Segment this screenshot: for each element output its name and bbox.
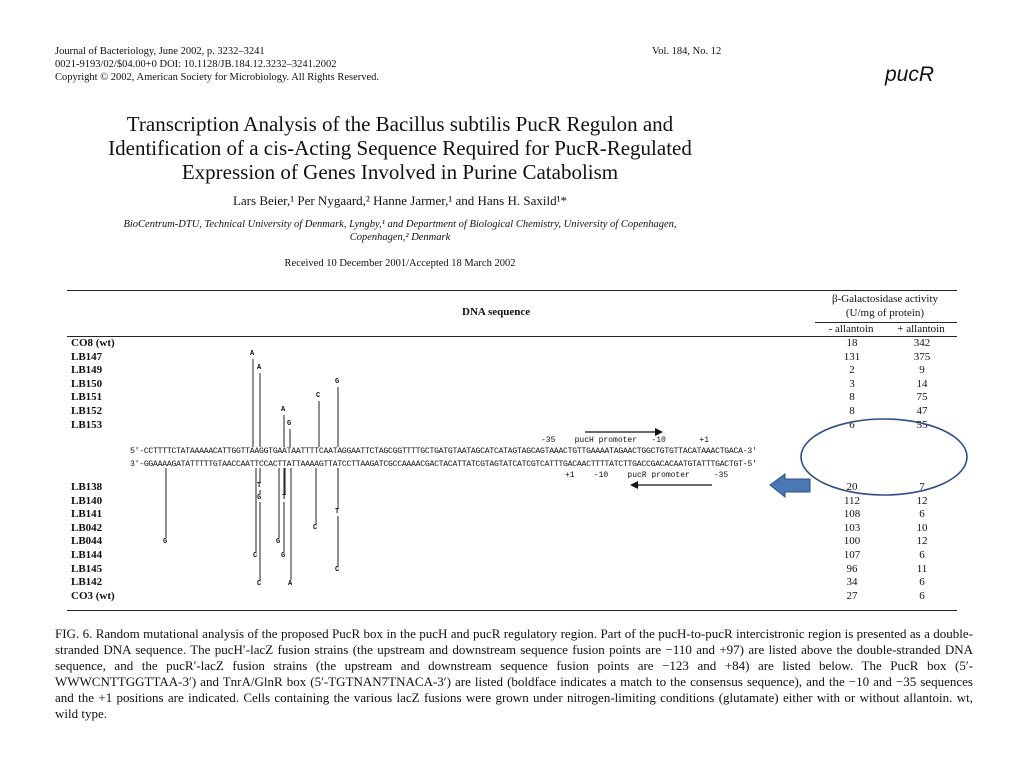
pucR-promoter-annotation: +1 -10 pucR promoter -35	[565, 471, 729, 480]
mutation-letter: G	[281, 552, 286, 560]
strain-label: LB147	[71, 350, 103, 363]
slide-label: pucR	[885, 63, 935, 86]
mutation-letter: G	[257, 494, 262, 502]
activity-minus-value: 18	[846, 337, 858, 349]
strain-label: LB144	[71, 549, 103, 561]
strain-label: CO3 (wt)	[71, 589, 115, 602]
activity-plus-value: 12	[916, 535, 928, 548]
mutation-letter: A	[250, 350, 255, 358]
affiliation-line-1: BioCentrum-DTU, Technical University of Denmark, Lyngby,¹ and Department of Biological Chemistry, University of Copenhagen,	[123, 219, 677, 230]
journal-citation: Journal of Bacteriology, June 2002, p. 3232–3241	[55, 46, 265, 57]
mutation-letter: T	[335, 508, 340, 516]
activity-minus-value: 107	[843, 549, 861, 561]
activity-plus-value: 342	[913, 337, 931, 349]
strain-label: LB141	[71, 508, 103, 521]
table-bottom-rule	[67, 610, 957, 611]
strain-label: LB138	[71, 481, 103, 493]
strain-label: LB042	[71, 521, 103, 534]
activity-plus-value: 10	[916, 521, 928, 534]
strain-label: LB153	[71, 418, 103, 431]
dna-bottom-strand: 3′-GGAAAAGATATTTTTGTAACCAATTCCACTTATTAAAAGTTATCCTTAAGATCGCCAAAACGACTACATTATCGTAGTATCATCGTCATTTGACAACTTTTATCTTGACCGACACAATGTATTTGACTGT-5′	[130, 460, 757, 469]
activity-minus-value: 20	[846, 481, 858, 493]
activity-plus-value: 55	[916, 418, 928, 431]
activity-plus-value: 6	[919, 576, 925, 589]
mutation-letter: G	[276, 538, 281, 546]
activity-plus-value: 12	[916, 494, 928, 507]
pucH-arrowhead	[655, 428, 663, 436]
activity-minus-value: 27	[846, 589, 858, 602]
dna-sequence-header: DNA sequence	[462, 306, 531, 318]
activity-minus-value: 100	[843, 535, 861, 548]
activity-plus-value: 6	[919, 589, 925, 602]
strain-label: CO8 (wt)	[71, 337, 115, 349]
activity-minus-value: 3	[849, 377, 855, 390]
volume-line: Vol. 184, No. 12	[652, 46, 722, 57]
strain-label: LB142	[71, 576, 103, 589]
strain-label: LB044	[71, 535, 103, 548]
figure-caption: FIG. 6. Random mutational analysis of the proposed PucR box in the pucH and pucR regulatory region. Part of the pucH-to-pucR intercistronic region is presented as a double-stranded DNA sequence. The pucH′-lacZ fusion strains (the upstream and downstream sequence fusion points are −110 and +97) are listed above the double-stranded DNA sequence, and the pucR′-lacZ fusion strains (the upstream and downstream sequence fusion points are −123 and +84) are listed below. The PucR box (5′-WWWCNTTGGTTAA-3′) and TnrA/GlnR box (5′-TGTNAN7TNACA-3′) are listed (boldface indicates a match to the consensus sequence), and the −10 and −35 sequences and the +1 positions are indicated. Cells containing the various lacZ fusions were grown under nitrogen-limiting conditions (glutamate) either with or without allantoin. wt, wild type.	[55, 626, 973, 721]
paper-title-line-2: Identification of a cis-Acting Sequence Required for PucR-Regulated	[108, 136, 692, 160]
mutation-letter: C	[253, 552, 258, 560]
activity-minus-value: 108	[843, 508, 861, 521]
mutation-letter: C	[335, 566, 340, 574]
mutation-letter: C	[316, 392, 321, 400]
doi-line: 0021-9193/02/$04.00+0 DOI: 10.1128/JB.184.12.3232–3241.2002	[55, 59, 337, 70]
strain-label: LB149	[71, 364, 103, 377]
mutation-letter: A	[257, 364, 262, 372]
paper-title-line-3: Expression of Genes Involved in Purine Catabolism	[181, 160, 619, 184]
col-plus-allantoin: + allantoin	[897, 323, 945, 335]
mutation-letter: T	[257, 482, 262, 490]
mutation-stems	[166, 359, 338, 580]
activity-minus-value: 8	[849, 391, 855, 404]
activity-minus-value: 103	[843, 521, 861, 534]
activity-header: β-Galactosidase activity	[831, 293, 939, 305]
activity-minus-value: 34	[846, 576, 858, 589]
mutation-letter: A	[281, 406, 286, 414]
affiliation-line-2: Copenhagen,² Denmark	[349, 232, 451, 243]
highlight-ellipse	[801, 419, 967, 495]
strain-label: LB150	[71, 377, 103, 390]
mutation-letter: G	[163, 538, 168, 546]
activity-unit: (U/mg of protein)	[845, 307, 925, 319]
strain-label: LB151	[71, 391, 103, 404]
strain-label: LB145	[71, 562, 103, 575]
activity-minus-value: 112	[843, 494, 861, 507]
activity-plus-value: 7	[919, 481, 925, 493]
mutation-letter: C	[257, 580, 262, 588]
activity-plus-value: 11	[916, 562, 928, 575]
activity-minus-value: 2	[849, 364, 855, 377]
col-minus-allantoin: - allantoin	[828, 323, 874, 335]
dna-top-strand: 5′-CCTTTTCTATAAAAACATTGGTTAAGGTGAATAATTTTCAATAGGAATTCTAGCGGTTTTGCTGATGTAATAGCATCATAGTAGCAGTAAACTGTTGAAAATAGAACTGGCTGTGTTACATAAACTGACA-3′	[130, 447, 757, 456]
pucR-arrowhead	[630, 481, 638, 489]
mutation-letter: C	[313, 524, 318, 532]
strain-label: LB140	[71, 494, 103, 507]
activity-plus-value: 6	[919, 508, 925, 521]
activity-plus-value: 9	[919, 364, 925, 377]
activity-minus-value: 6	[849, 418, 855, 431]
copyright-line: Copyright © 2002, American Society for Microbiology. All Rights Reserved.	[55, 72, 380, 83]
activity-plus-value: 75	[916, 391, 928, 404]
pucH-promoter-annotation: -35 pucH promoter -10 +1	[541, 436, 710, 445]
pointer-arrow	[770, 474, 810, 497]
mutation-letter: G	[335, 378, 340, 386]
activity-plus-value: 375	[913, 350, 931, 363]
mutation-letter: A	[288, 580, 293, 588]
mutation-letter: T	[282, 494, 287, 502]
activity-plus-value: 47	[916, 405, 928, 417]
activity-minus-value: 8	[849, 405, 855, 417]
activity-plus-value: 6	[919, 549, 925, 561]
paper-title-line-1: Transcription Analysis of the Bacillus subtilis PucR Regulon and	[126, 112, 674, 136]
strain-label: LB152	[71, 405, 103, 417]
received-dates: Received 10 December 2001/Accepted 18 March 2002	[284, 258, 516, 269]
activity-minus-value: 131	[843, 350, 861, 363]
activity-plus-value: 14	[916, 377, 928, 390]
activity-minus-value: 96	[846, 562, 858, 575]
authors: Lars Beier,¹ Per Nygaard,² Hanne Jarmer,¹ and Hans H. Saxild¹*	[232, 193, 568, 208]
mutation-letter: G	[287, 420, 292, 428]
